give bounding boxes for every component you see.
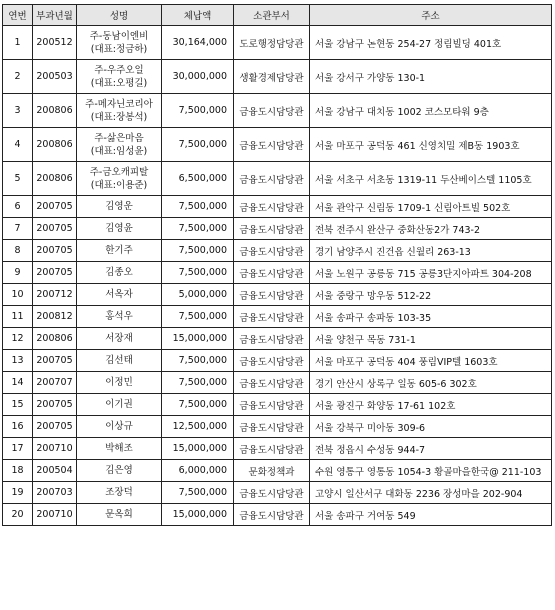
- table-row: [3, 482, 552, 504]
- cell-amount: 7,500,000: [162, 262, 234, 284]
- cell-amount: 7,500,000: [162, 394, 234, 416]
- cell-name: [77, 438, 162, 460]
- cell-no: 13: [3, 350, 33, 372]
- cell-no: 7: [3, 218, 33, 240]
- cell-no: 19: [3, 482, 33, 504]
- cell-amount: 7,500,000: [162, 372, 234, 394]
- cell-year-month: 200806: [33, 128, 77, 162]
- cell-department: 금융도시담당관: [234, 328, 310, 350]
- cell-department: 금융도시담당관: [234, 262, 310, 284]
- cell-address: 전북 정읍시 수성동 944-7: [310, 438, 552, 460]
- cell-year-month: 200705: [33, 196, 77, 218]
- delinquent-table: [2, 4, 552, 526]
- page-container: [2, 4, 552, 526]
- name-line: 주-금오캐피탈: [89, 166, 149, 178]
- cell-address: 서울 강북구 미아동 309-6: [310, 416, 552, 438]
- cell-address: 서울 마포구 공덕동 404 풍림VIP텔 1603호: [310, 350, 552, 372]
- cell-name: [77, 162, 162, 196]
- cell-amount: 7,500,000: [162, 350, 234, 372]
- table-row: [3, 372, 552, 394]
- name-line: 이상규: [105, 421, 133, 432]
- cell-year-month: 200504: [33, 460, 77, 482]
- table-row: [3, 262, 552, 284]
- cell-name: [77, 306, 162, 328]
- cell-no: 3: [3, 94, 33, 128]
- cell-no: 10: [3, 284, 33, 306]
- cell-no: 9: [3, 262, 33, 284]
- name-line: 김종오: [105, 267, 133, 278]
- cell-name: [77, 350, 162, 372]
- header-address: 주소: [310, 5, 552, 26]
- cell-no: 15: [3, 394, 33, 416]
- cell-address: 서울 중랑구 망우동 512-22: [310, 284, 552, 306]
- cell-year-month: 200712: [33, 284, 77, 306]
- cell-address: 고양시 일산서구 대화동 2236 장성마을 202-904: [310, 482, 552, 504]
- cell-address: 서울 관악구 신림동 1709-1 신림아트빌 502호: [310, 196, 552, 218]
- table-row: [3, 94, 552, 128]
- table-row: [3, 438, 552, 460]
- cell-name: [77, 460, 162, 482]
- cell-amount: 15,000,000: [162, 438, 234, 460]
- cell-no: 18: [3, 460, 33, 482]
- cell-department: 금융도시담당관: [234, 94, 310, 128]
- header-year-month: 부과년월: [33, 5, 77, 26]
- cell-no: 4: [3, 128, 33, 162]
- cell-year-month: 200705: [33, 350, 77, 372]
- representative-line: (대표:오평길): [90, 77, 148, 89]
- name-line: 김선태: [105, 355, 133, 366]
- cell-department: 문화정책과: [234, 460, 310, 482]
- cell-no: 5: [3, 162, 33, 196]
- cell-no: 20: [3, 504, 33, 526]
- name-line: 조장덕: [105, 487, 133, 498]
- header-name: 성명: [77, 5, 162, 26]
- name-line: 홍석우: [105, 311, 133, 322]
- cell-no: 6: [3, 196, 33, 218]
- table-row: [3, 328, 552, 350]
- cell-name: [77, 218, 162, 240]
- cell-department: 금융도시담당관: [234, 218, 310, 240]
- cell-department: 금융도시담당관: [234, 416, 310, 438]
- cell-no: 12: [3, 328, 33, 350]
- name-line: 서옥자: [105, 289, 133, 300]
- cell-name: [77, 416, 162, 438]
- header-no: 연번: [3, 5, 33, 26]
- cell-department: 금융도시담당관: [234, 284, 310, 306]
- table-row: [3, 218, 552, 240]
- cell-amount: 7,500,000: [162, 218, 234, 240]
- cell-department: 금융도시담당관: [234, 306, 310, 328]
- cell-address: 서울 강서구 가양동 130-1: [310, 60, 552, 94]
- cell-address: 서울 양천구 목동 731-1: [310, 328, 552, 350]
- cell-name: [77, 504, 162, 526]
- table-row: [3, 60, 552, 94]
- cell-department: 금융도시담당관: [234, 162, 310, 196]
- cell-year-month: 200710: [33, 504, 77, 526]
- cell-name: [77, 94, 162, 128]
- cell-no: 2: [3, 60, 33, 94]
- cell-year-month: 200705: [33, 416, 77, 438]
- table-row: [3, 416, 552, 438]
- cell-amount: 7,500,000: [162, 128, 234, 162]
- cell-amount: 7,500,000: [162, 196, 234, 218]
- cell-amount: 5,000,000: [162, 284, 234, 306]
- name-line: 주-메자닌코리아: [85, 98, 153, 110]
- cell-year-month: 200512: [33, 26, 77, 60]
- cell-address: 경기 남양주시 진건읍 신월리 263-13: [310, 240, 552, 262]
- cell-amount: 15,000,000: [162, 328, 234, 350]
- cell-address: 경기 안산시 상록구 일동 605-6 302호: [310, 372, 552, 394]
- cell-name: [77, 26, 162, 60]
- cell-amount: 15,000,000: [162, 504, 234, 526]
- cell-department: 금융도시담당관: [234, 482, 310, 504]
- cell-amount: 7,500,000: [162, 482, 234, 504]
- representative-line: (대표:이용준): [90, 179, 148, 191]
- table-row: [3, 284, 552, 306]
- name-line: 주-동남이엔비: [89, 30, 149, 42]
- header-department: 소관부서: [234, 5, 310, 26]
- cell-address: 서울 송파구 송파동 103-35: [310, 306, 552, 328]
- cell-address: 전북 전주시 완산구 중화산동2가 743-2: [310, 218, 552, 240]
- cell-no: 1: [3, 26, 33, 60]
- table-row: [3, 460, 552, 482]
- cell-address: 수원 영통구 영통동 1054-3 황골마을한국@ 211-103: [310, 460, 552, 482]
- cell-amount: 7,500,000: [162, 240, 234, 262]
- name-line: 문옥희: [105, 509, 133, 520]
- cell-amount: 12,500,000: [162, 416, 234, 438]
- table-row: [3, 26, 552, 60]
- cell-department: 금융도시담당관: [234, 128, 310, 162]
- cell-no: 16: [3, 416, 33, 438]
- name-line: 이정민: [105, 377, 133, 388]
- cell-no: 8: [3, 240, 33, 262]
- cell-amount: 30,000,000: [162, 60, 234, 94]
- cell-address: 서울 송파구 거여동 549: [310, 504, 552, 526]
- cell-year-month: 200710: [33, 438, 77, 460]
- cell-name: [77, 60, 162, 94]
- cell-year-month: 200703: [33, 482, 77, 504]
- name-line: 김영윤: [105, 223, 133, 234]
- cell-year-month: 200806: [33, 162, 77, 196]
- table-body: [3, 26, 552, 526]
- table-row: [3, 128, 552, 162]
- cell-name: [77, 328, 162, 350]
- cell-amount: 6,500,000: [162, 162, 234, 196]
- cell-department: 금융도시담당관: [234, 438, 310, 460]
- cell-address: 서울 광진구 화양동 17-61 102호: [310, 394, 552, 416]
- cell-name: [77, 284, 162, 306]
- name-line: 한기주: [105, 245, 133, 256]
- cell-name: [77, 482, 162, 504]
- name-line: 서장재: [105, 333, 133, 344]
- table-row: [3, 240, 552, 262]
- cell-amount: 7,500,000: [162, 306, 234, 328]
- name-line: 이기권: [105, 399, 133, 410]
- cell-address: 서울 마포구 공덕동 461 신영치밀 제B동 1903호: [310, 128, 552, 162]
- cell-year-month: 200503: [33, 60, 77, 94]
- cell-year-month: 200806: [33, 94, 77, 128]
- representative-line: (대표:정금하): [90, 43, 148, 55]
- cell-department: 금융도시담당관: [234, 504, 310, 526]
- table-row: [3, 306, 552, 328]
- table-row: [3, 504, 552, 526]
- name-line: 박해조: [105, 443, 133, 454]
- cell-name: [77, 262, 162, 284]
- representative-line: (대표:장봉석): [90, 111, 148, 123]
- representative-line: (대표:임성윤): [90, 145, 148, 157]
- table-row: [3, 350, 552, 372]
- cell-amount: 30,164,000: [162, 26, 234, 60]
- cell-name: [77, 128, 162, 162]
- cell-department: 금융도시담당관: [234, 394, 310, 416]
- header-amount: 체납액: [162, 5, 234, 26]
- cell-year-month: 200705: [33, 394, 77, 416]
- cell-name: [77, 196, 162, 218]
- table-row: [3, 196, 552, 218]
- header-row: [3, 5, 552, 26]
- cell-no: 11: [3, 306, 33, 328]
- cell-no: 14: [3, 372, 33, 394]
- cell-department: 금융도시담당관: [234, 240, 310, 262]
- cell-address: 서울 강남구 대치동 1002 코스모타워 9층: [310, 94, 552, 128]
- cell-name: [77, 372, 162, 394]
- cell-year-month: 200705: [33, 262, 77, 284]
- table-row: [3, 162, 552, 196]
- cell-department: 금융도시담당관: [234, 350, 310, 372]
- cell-address: 서울 노원구 공릉동 715 공릉3단지아파트 304-208: [310, 262, 552, 284]
- name-line: 주-삶은마음: [94, 132, 144, 144]
- cell-name: [77, 240, 162, 262]
- name-line: 김영운: [105, 201, 133, 212]
- cell-no: 17: [3, 438, 33, 460]
- cell-department: 생활경제담당관: [234, 60, 310, 94]
- cell-year-month: 200812: [33, 306, 77, 328]
- cell-department: 도로행정담당관: [234, 26, 310, 60]
- cell-address: 서울 서초구 서초동 1319-11 두산베이스텔 1105호: [310, 162, 552, 196]
- cell-department: 금융도시담당관: [234, 372, 310, 394]
- cell-year-month: 200705: [33, 240, 77, 262]
- cell-year-month: 200806: [33, 328, 77, 350]
- cell-address: 서울 강남구 논현동 254-27 정림빌딩 401호: [310, 26, 552, 60]
- cell-year-month: 200705: [33, 218, 77, 240]
- cell-amount: 6,000,000: [162, 460, 234, 482]
- cell-year-month: 200707: [33, 372, 77, 394]
- cell-amount: 7,500,000: [162, 94, 234, 128]
- name-line: 김은영: [105, 465, 133, 476]
- name-line: 주-우주오일: [94, 64, 144, 76]
- table-row: [3, 394, 552, 416]
- cell-department: 금융도시담당관: [234, 196, 310, 218]
- cell-name: [77, 394, 162, 416]
